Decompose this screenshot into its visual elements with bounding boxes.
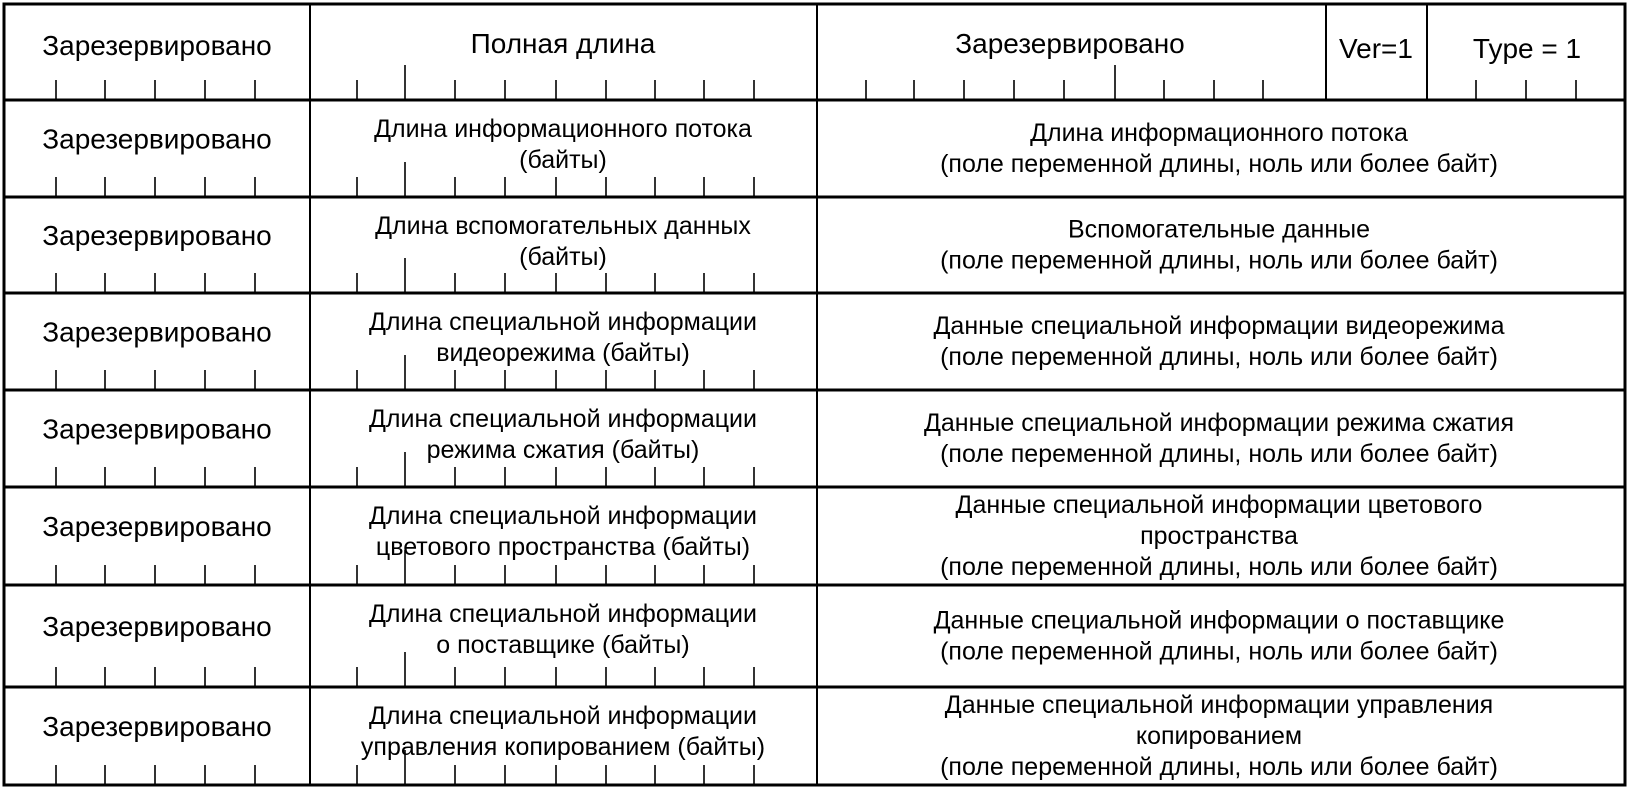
- header-row: [42, 28, 1581, 64]
- header-reserved-2: Зарезервировано: [955, 28, 1185, 59]
- header-reserved-1: Зарезервировано: [42, 30, 272, 61]
- reserved-cell-label: Зарезервировано: [42, 413, 272, 445]
- length-field-label: Длина информационного потока: [374, 115, 752, 143]
- reserved-cell-label: Зарезервировано: [42, 316, 272, 348]
- header-total-length: Полная длина: [470, 28, 656, 59]
- length-field-label: Длина специальной информации: [369, 600, 757, 628]
- length-field-label: управления копированием (байты): [360, 733, 766, 761]
- data-field-label: (поле переменной длины, ноль или более байт): [940, 246, 1498, 275]
- data-field-label: (поле переменной длины, ноль или более байт): [940, 553, 1498, 581]
- length-field-label: Длина специальной информации: [369, 308, 757, 336]
- length-field-label: Длина специальной информации: [369, 405, 757, 433]
- data-field-label: пространства: [1140, 522, 1298, 550]
- header-type: Type = 1: [1472, 33, 1582, 64]
- data-field-label: Данные специальной информации о поставщике: [933, 606, 1505, 635]
- header-version: Ver=1: [1339, 33, 1413, 64]
- field-rows: [42, 115, 1514, 781]
- data-field-label: Данные специальной информации режима сжатия: [923, 409, 1515, 437]
- data-field-label: (поле переменной длины, ноль или более байт): [940, 343, 1498, 371]
- reserved-cell-label: Зарезервировано: [42, 611, 272, 642]
- length-field-label: Длина специальной информации: [369, 702, 757, 730]
- length-field-label: о поставщике (байты): [436, 631, 690, 659]
- length-field-label: видеорежима (байты): [436, 339, 690, 367]
- reserved-cell-label: Зарезервировано: [42, 711, 272, 742]
- length-field-label: (байты): [519, 243, 607, 271]
- data-field-label: Вспомогательные данные: [1067, 215, 1371, 244]
- data-field-label: (поле переменной длины, ноль или более байт): [940, 637, 1498, 666]
- length-field-label: Длина специальной информации: [369, 502, 757, 530]
- data-field-label: (поле переменной длины, ноль или более байт): [940, 150, 1498, 178]
- data-field-label: Данные специальной информации управления: [944, 691, 1494, 719]
- length-field-label: режима сжатия (байты): [426, 436, 700, 464]
- data-field-label: Данные специальной информации видеорежима: [933, 312, 1505, 340]
- data-field-label: (поле переменной длины, ноль или более байт): [940, 440, 1498, 468]
- reserved-cell-label: Зарезервировано: [42, 220, 272, 251]
- data-field-label: Данные специальной информации цветового: [955, 491, 1483, 519]
- data-field-label: копированием: [1135, 722, 1303, 750]
- length-field-label: Длина вспомогательных данных: [375, 212, 751, 240]
- length-field-label: цветового пространства (байты): [375, 533, 751, 561]
- data-field-label: Длина информационного потока: [1030, 119, 1408, 147]
- reserved-cell-label: Зарезервировано: [42, 123, 272, 155]
- data-field-label: (поле переменной длины, ноль или более байт): [940, 753, 1498, 781]
- reserved-cell-label: Зарезервировано: [42, 511, 272, 542]
- length-field-label: (байты): [519, 146, 607, 174]
